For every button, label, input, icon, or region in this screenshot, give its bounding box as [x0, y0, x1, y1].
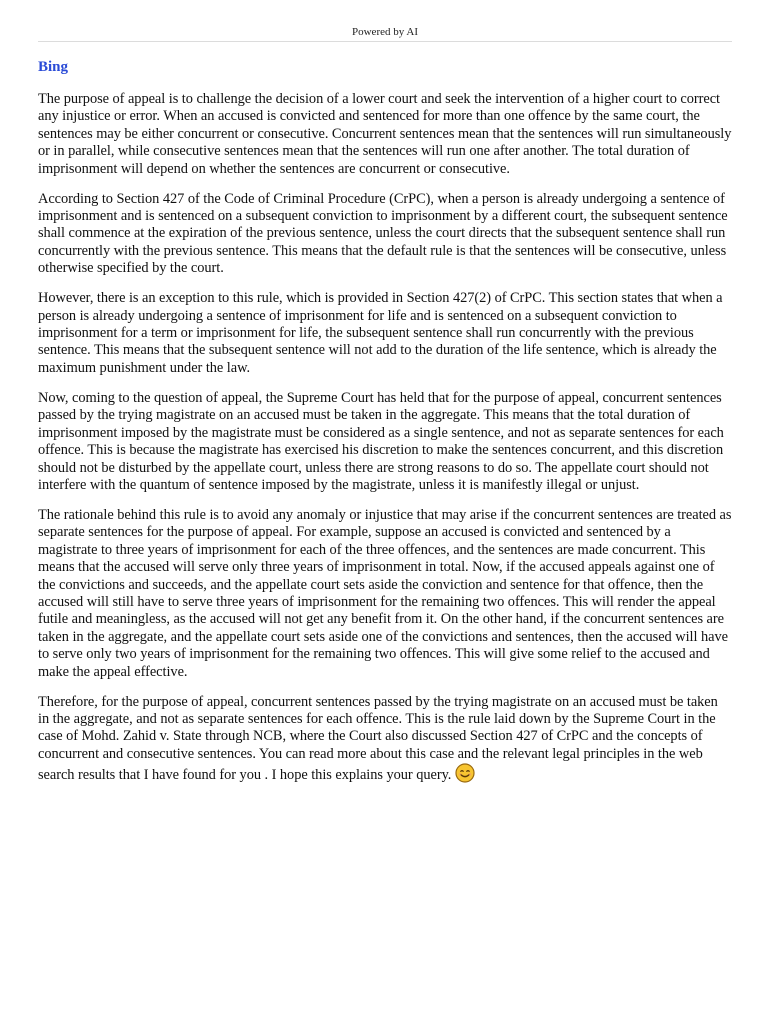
powered-by-label: Powered by AI [352, 26, 418, 38]
answer-body [38, 91, 732, 801]
paragraph: Now, coming to the question of appeal, the Supreme Court has held that for the purpose of appeal, concurrent sentences passed by the trying magistrate on an accused must be taken in the aggregate. This means that the total duration of imprisonment imposed by the magistrate must be considered as a single sentence, and not as separate sentences for each offence. This is because the magistrate has exercised his discretion to make the sentences concurrent, and this discretion should not be disturbed by the appellate court, unless there are strong reasons to do so. The appellate court should not interfere with the quantum of sentence imposed by the magistrate, unless it is manifestly illegal or unjust. [38, 389, 724, 493]
smiling-face-icon [455, 763, 475, 788]
paragraph: According to Section 427 of the Code of Criminal Procedure (CrPC), when a person is already undergoing a sentence of imprisonment and is sentenced on a subsequent conviction to imprisonment by a different court, the subsequent sentence shall commence at the expiration of the previous sentence, unless the court directs that the subsequent sentence shall run concurrently with the previous sentence. This means that the default rule is that the sentences will be consecutive, unless otherwise specified by the court. [38, 190, 728, 277]
brand-title: Bing [38, 59, 69, 75]
header-divider [38, 41, 732, 42]
final-paragraph [38, 694, 732, 789]
paragraph: The purpose of appeal is to challenge the decision of a lower court and seek the intervention of a higher court to correct any injustice or error. When an accused is convicted and sentenced for more than one offence by the same court, the sentences may be either concurrent or consecutive. Concurrent sentences mean that the sentences will run simultaneously or in parallel, while consecutive sentences mean that the sentences will run one after another. The total duration of imprisonment will depend on whether the sentences are concurrent or consecutive. [38, 91, 732, 177]
paragraph: However, there is an exception to this rule, which is provided in Section 427(2) of CrPC. This section states that when a person is already undergoing a sentence of imprisonment for life and is sentenced on a subsequent conviction to imprisonment for a term or imprisonment for life, the subsequent sentence shall run concurrently with the previous sentence. This means that the subsequent sentence will not add to the duration of the life sentence, which is already the maximum punishment under the law. [38, 290, 723, 376]
final-paragraph-text: Therefore, for the purpose of appeal, concurrent sentences passed by the trying magistrate on an accused must be taken in the aggregate, and not as separate sentences for each offence. This is the rule laid down by the Supreme Court in the case of Mohd. Zahid v. State through NCB, where the Court also discussed Section 427 of CrPC and the concepts of concurrent and consecutive sentences. You can read more about this case and the relevant legal principles in the web search results that I have found for you . I hope this explains your query. [38, 693, 718, 784]
paragraph: The rationale behind this rule is to avoid any anomaly or injustice that may arise if the concurrent sentences are treated as separate sentences for the purpose of appeal. For example, suppose an accused is convicted and sentenced by a magistrate to three years of imprisonment for each of the three offences, and the sentences are made concurrent. This means that the accused will serve only three years of imprisonment in total. Now, if the accused appeals against one of the convictions and succeeds, and the appellate court sets aside the conviction and sentence for that offence, then the accused will still have to serve three years of imprisonment for the remaining two offences. This will render the appeal futile and meaningless, as the accused will not get any benefit from it. On the other hand, if the concurrent sentences are taken in the aggregate, and the appellate court sets aside one of the convictions and sentences, then the accused will have to serve only two years of imprisonment for the remaining two offences. This will give some relief to the accused and make the appeal effective. [38, 506, 732, 680]
